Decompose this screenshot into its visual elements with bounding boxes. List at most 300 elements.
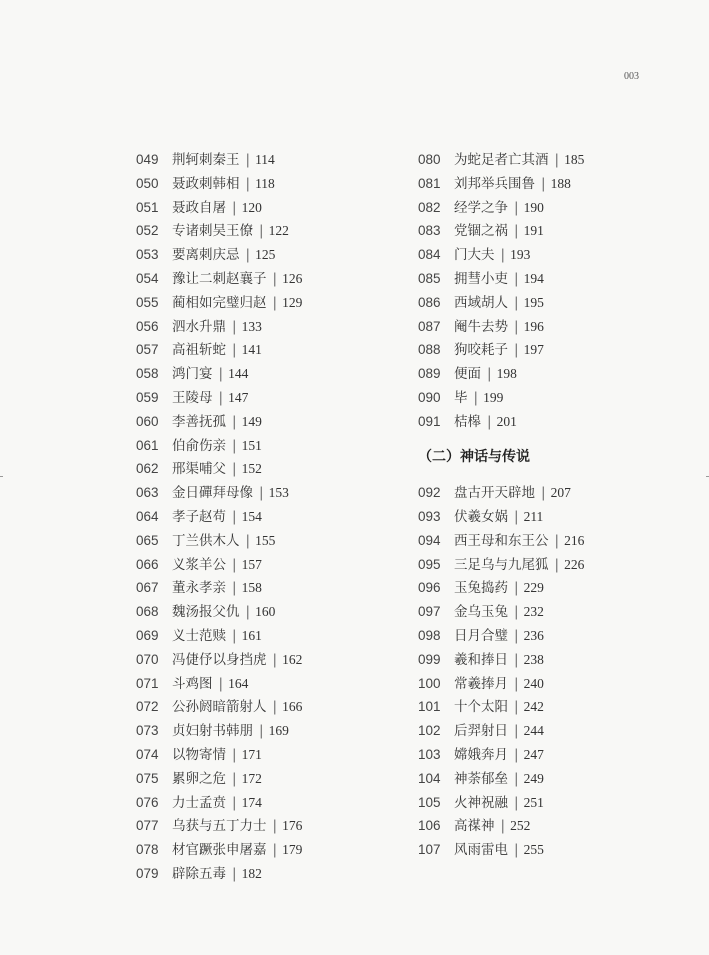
entry-title: 乌获与五丁力士 — [172, 818, 267, 835]
entry-number: 082 — [418, 199, 441, 215]
entry-page: 201 — [496, 413, 517, 429]
entry-page: 133 — [241, 318, 262, 334]
toc-entry[interactable] — [418, 386, 584, 410]
entry-number: 061 — [136, 437, 159, 453]
entry-separator: | — [514, 794, 519, 811]
toc-entry[interactable] — [136, 529, 302, 553]
entry-separator: | — [272, 270, 278, 287]
entry-page: 190 — [523, 199, 544, 215]
entry-number: 083 — [418, 223, 441, 239]
entry-separator: | — [245, 175, 251, 192]
entry-number: 101 — [418, 699, 441, 715]
entry-page: 147 — [228, 389, 249, 405]
entry-title: 豫让二刺赵襄子 — [172, 270, 267, 287]
entry-page: 166 — [282, 699, 303, 715]
entry-separator: | — [554, 532, 560, 549]
entry-separator: | — [514, 842, 519, 859]
entry-page: 164 — [228, 675, 249, 691]
entry-page: 169 — [268, 723, 289, 739]
entry-page: 252 — [510, 818, 531, 834]
entry-title: 斗鸡图 — [172, 675, 213, 692]
toc-entry[interactable] — [136, 148, 302, 172]
entry-number: 090 — [418, 389, 441, 405]
entry-separator: | — [232, 342, 237, 359]
entry-page: 149 — [241, 413, 262, 429]
toc-entry[interactable] — [136, 553, 302, 577]
entry-separator: | — [473, 389, 479, 406]
entry-page: 182 — [241, 865, 262, 881]
entry-separator: | — [232, 770, 237, 787]
entry-number: 072 — [136, 699, 159, 715]
toc-entry[interactable] — [136, 219, 302, 243]
entry-number: 107 — [418, 842, 441, 858]
toc-entry[interactable] — [136, 695, 302, 719]
entry-page: 129 — [282, 294, 303, 310]
entry-page: 197 — [523, 342, 544, 358]
entry-page: 141 — [241, 342, 262, 358]
entry-number: 084 — [418, 247, 441, 263]
entry-title: 力士孟贲 — [172, 794, 226, 811]
entry-number: 054 — [136, 270, 159, 286]
entry-number: 104 — [418, 770, 441, 786]
entry-number: 088 — [418, 342, 441, 358]
entry-page: 157 — [241, 556, 262, 572]
entry-number: 069 — [136, 627, 159, 643]
entry-number: 065 — [136, 532, 159, 548]
entry-title: 高祖斩蛇 — [172, 342, 226, 359]
entry-separator: | — [245, 532, 251, 549]
toc-entry[interactable] — [136, 338, 302, 362]
entry-number: 071 — [136, 675, 159, 691]
toc-entry[interactable] — [136, 315, 302, 339]
toc-entry[interactable] — [418, 219, 584, 243]
toc-entry[interactable] — [418, 196, 584, 220]
entry-number: 057 — [136, 342, 159, 358]
margin-mark-left — [0, 476, 3, 477]
toc-entry[interactable] — [418, 553, 584, 577]
toc-entry[interactable] — [136, 410, 302, 434]
toc-entry[interactable] — [136, 386, 302, 410]
toc-entry[interactable] — [418, 362, 584, 386]
toc-entry[interactable] — [418, 315, 584, 339]
entry-page: 171 — [241, 746, 262, 762]
toc-entry[interactable] — [418, 600, 584, 624]
entry-title: 桔槔 — [454, 413, 481, 430]
entry-page: 120 — [241, 199, 262, 215]
toc-entry[interactable] — [136, 719, 302, 743]
entry-page: 188 — [550, 175, 571, 191]
entry-page: 244 — [523, 723, 544, 739]
entry-page: 126 — [282, 270, 303, 286]
toc-right-top-list — [418, 148, 584, 434]
entry-title: 高禖神 — [454, 818, 495, 835]
entry-separator: | — [245, 152, 251, 168]
entry-number: 102 — [418, 723, 441, 739]
entry-title: 邢渠哺父 — [172, 461, 226, 478]
section-heading: （二）神话与传说 — [418, 448, 530, 465]
entry-number: 093 — [418, 508, 441, 524]
entry-page: 160 — [255, 604, 276, 620]
entry-separator: | — [218, 389, 224, 406]
entry-number: 053 — [136, 247, 159, 263]
entry-number: 075 — [136, 770, 159, 786]
entry-title: 聂政刺韩相 — [172, 175, 240, 192]
entry-separator: | — [514, 770, 519, 787]
entry-separator: | — [232, 794, 237, 811]
entry-separator: | — [232, 437, 237, 454]
entry-number: 103 — [418, 746, 441, 762]
entry-number: 076 — [136, 794, 159, 810]
entry-page: 158 — [241, 580, 262, 596]
entry-separator: | — [245, 247, 251, 264]
entry-page: 249 — [523, 770, 544, 786]
entry-title: 西域胡人 — [454, 294, 508, 311]
entry-separator: | — [514, 318, 519, 335]
entry-page: 196 — [523, 318, 544, 334]
entry-title: 羲和捧日 — [454, 651, 508, 668]
toc-entry[interactable] — [418, 838, 584, 862]
toc-entry[interactable] — [136, 243, 302, 267]
entry-page: 247 — [523, 746, 544, 762]
entry-page: 153 — [268, 485, 289, 501]
toc-entry[interactable] — [418, 243, 584, 267]
entry-separator: | — [514, 223, 519, 240]
entry-page: 199 — [483, 389, 504, 405]
entry-number: 091 — [418, 413, 441, 429]
entry-title: 盘古开天辟地 — [454, 485, 535, 502]
entry-title: 董永孝亲 — [172, 580, 226, 597]
entry-number: 096 — [418, 580, 441, 596]
entry-number: 085 — [418, 270, 441, 286]
toc-entry[interactable] — [418, 695, 584, 719]
entry-page: 207 — [550, 485, 571, 501]
entry-page: 195 — [523, 294, 544, 310]
entry-page: 144 — [228, 366, 249, 382]
entry-title: 门大夫 — [454, 247, 495, 264]
entry-separator: | — [232, 413, 237, 430]
entry-page: 238 — [523, 651, 544, 667]
entry-number: 094 — [418, 532, 441, 548]
toc-entry[interactable] — [418, 481, 584, 505]
toc-entry[interactable] — [418, 743, 584, 767]
toc-entry[interactable] — [136, 481, 302, 505]
entry-separator: | — [514, 675, 519, 692]
toc-entry[interactable] — [136, 457, 302, 481]
entry-title: 火神祝融 — [454, 794, 508, 811]
entry-separator: | — [232, 865, 237, 882]
toc-entry[interactable] — [418, 576, 584, 600]
toc-entry[interactable] — [418, 410, 584, 434]
toc-entry[interactable] — [418, 148, 584, 172]
entry-number: 068 — [136, 604, 159, 620]
toc-right-bottom-list — [418, 481, 584, 862]
entry-separator: | — [541, 485, 546, 502]
entry-title: 辟除五毒 — [172, 865, 226, 882]
entry-title: 十个太阳 — [454, 699, 508, 716]
entry-page: 236 — [523, 627, 544, 643]
entry-separator: | — [232, 746, 237, 763]
toc-entry[interactable] — [136, 505, 302, 529]
entry-title: 日月合璧 — [454, 627, 508, 644]
entry-number: 064 — [136, 508, 159, 524]
entry-separator: | — [232, 199, 237, 216]
entry-number: 056 — [136, 318, 159, 334]
entry-separator: | — [487, 366, 492, 383]
entry-title: 泗水升鼎 — [172, 318, 226, 335]
toc-entry[interactable] — [418, 338, 584, 362]
toc-entry[interactable] — [136, 196, 302, 220]
entry-page: 216 — [564, 532, 585, 548]
toc-entry[interactable] — [418, 814, 584, 838]
entry-number: 087 — [418, 318, 441, 334]
entry-number: 066 — [136, 556, 159, 572]
entry-number: 077 — [136, 818, 159, 834]
toc-entry[interactable] — [418, 172, 584, 196]
entry-page: 179 — [282, 842, 303, 858]
entry-separator: | — [272, 294, 278, 311]
entry-separator: | — [514, 723, 519, 740]
entry-page: 194 — [523, 270, 544, 286]
entry-page: 152 — [241, 461, 262, 477]
entry-title: 常羲捧月 — [454, 675, 508, 692]
entry-number: 081 — [418, 175, 441, 191]
entry-separator: | — [218, 675, 224, 692]
entry-title: 为蛇足者亡其酒 — [454, 152, 549, 168]
entry-title: 孝子赵苟 — [172, 508, 226, 525]
entry-title: 后羿射日 — [454, 723, 508, 740]
entry-separator: | — [259, 723, 264, 740]
entry-number: 052 — [136, 223, 159, 239]
entry-separator: | — [232, 556, 237, 573]
entry-separator: | — [514, 294, 519, 311]
entry-number: 095 — [418, 556, 441, 572]
entry-page: 176 — [282, 818, 303, 834]
toc-entry[interactable] — [136, 791, 302, 815]
entry-page: 151 — [241, 437, 262, 453]
entry-title: 魏汤报父仇 — [172, 604, 240, 621]
entry-page: 191 — [523, 223, 544, 239]
entry-page: 229 — [523, 580, 544, 596]
entry-title: 聂政自屠 — [172, 199, 226, 216]
entry-title: 材官蹶张申屠嘉 — [172, 842, 267, 859]
entry-number: 105 — [418, 794, 441, 810]
entry-page: 193 — [510, 247, 531, 263]
entry-separator: | — [232, 580, 237, 597]
entry-title: 嫦娥奔月 — [454, 746, 508, 763]
entry-number: 059 — [136, 389, 159, 405]
entry-number: 049 — [136, 152, 159, 167]
toc-entry[interactable] — [136, 648, 302, 672]
toc-entry[interactable] — [418, 791, 584, 815]
entry-title: 便面 — [454, 366, 481, 383]
toc-entry[interactable] — [418, 624, 584, 648]
entry-title: 伏羲女娲 — [454, 508, 508, 525]
toc-entry[interactable] — [136, 267, 302, 291]
toc-entry[interactable] — [418, 529, 584, 553]
entry-page: 172 — [241, 770, 262, 786]
entry-separator: | — [554, 152, 560, 168]
entry-page: 255 — [523, 842, 544, 858]
entry-number: 079 — [136, 865, 159, 881]
toc-entry[interactable] — [418, 267, 584, 291]
entry-title: 玉兔捣药 — [454, 580, 508, 597]
entry-separator: | — [514, 199, 519, 216]
entry-page: 185 — [564, 152, 585, 167]
entry-separator: | — [554, 556, 560, 573]
entry-title: 累卵之危 — [172, 770, 226, 787]
toc-entry[interactable] — [418, 505, 584, 529]
entry-separator: | — [514, 746, 519, 763]
entry-page: 232 — [523, 604, 544, 620]
entry-number: 100 — [418, 675, 441, 691]
entry-title: 王陵母 — [172, 389, 213, 406]
entry-title: 风雨雷电 — [454, 842, 508, 859]
entry-separator: | — [500, 818, 506, 835]
entry-title: 金乌玉兔 — [454, 604, 508, 621]
entry-number: 078 — [136, 842, 159, 858]
entry-number: 062 — [136, 461, 159, 477]
entry-separator: | — [259, 485, 264, 502]
entry-title: 伯俞伤亲 — [172, 437, 226, 454]
entry-title: 贞妇射书韩朋 — [172, 723, 253, 740]
entry-number: 058 — [136, 366, 159, 382]
entry-title: 蔺相如完璧归赵 — [172, 294, 267, 311]
entry-page: 251 — [523, 794, 544, 810]
entry-separator: | — [232, 627, 237, 644]
entry-title: 要离刺庆忌 — [172, 247, 240, 264]
entry-separator: | — [514, 604, 519, 621]
entry-title: 狗咬耗子 — [454, 342, 508, 359]
entry-separator: | — [272, 699, 278, 716]
toc-entry[interactable] — [136, 743, 302, 767]
entry-page: 211 — [523, 508, 544, 524]
toc-entry[interactable] — [136, 838, 302, 862]
toc-left-column — [136, 148, 302, 886]
entry-number: 051 — [136, 199, 159, 215]
toc-entry[interactable] — [136, 862, 302, 886]
toc-entry[interactable] — [418, 648, 584, 672]
entry-title: 神荼郁垒 — [454, 770, 508, 787]
entry-separator: | — [500, 247, 506, 264]
entry-separator: | — [272, 651, 278, 668]
toc-entry[interactable] — [136, 600, 302, 624]
entry-page: 155 — [255, 532, 276, 548]
entry-title: 荆轲刺秦王 — [172, 152, 240, 168]
entry-title: 拥彗小吏 — [454, 270, 508, 287]
entry-title: 阉牛去势 — [454, 318, 508, 335]
toc-entry[interactable] — [136, 362, 302, 386]
entry-separator: | — [245, 604, 251, 621]
entry-separator: | — [272, 842, 278, 859]
toc-entry[interactable] — [418, 672, 584, 696]
entry-title: 党锢之祸 — [454, 223, 508, 240]
entry-number: 106 — [418, 818, 441, 834]
entry-number: 092 — [418, 485, 441, 501]
entry-separator: | — [541, 175, 546, 192]
toc-entry[interactable] — [136, 814, 302, 838]
entry-title: 三足乌与九尾狐 — [454, 556, 549, 573]
entry-page: 125 — [255, 247, 276, 263]
entry-number: 070 — [136, 651, 159, 667]
entry-number: 050 — [136, 175, 159, 191]
entry-separator: | — [218, 366, 224, 383]
toc-entry[interactable] — [418, 291, 584, 315]
toc-entry[interactable] — [136, 624, 302, 648]
entry-separator: | — [514, 580, 519, 597]
entry-separator: | — [487, 413, 492, 430]
toc-entry[interactable] — [418, 719, 584, 743]
entry-separator: | — [514, 627, 519, 644]
entry-page: 154 — [241, 508, 262, 524]
entry-page: 226 — [564, 556, 585, 572]
entry-separator: | — [232, 508, 237, 525]
entry-separator: | — [259, 223, 264, 240]
entry-number: 067 — [136, 580, 159, 596]
entry-page: 242 — [523, 699, 544, 715]
toc-right-column — [418, 148, 584, 862]
entry-title: 金日磾拜母像 — [172, 485, 253, 502]
entry-separator: | — [232, 318, 237, 335]
entry-separator: | — [514, 699, 519, 716]
entry-title: 义士范赎 — [172, 627, 226, 644]
toc-entry[interactable] — [136, 434, 302, 458]
entry-number: 086 — [418, 294, 441, 310]
entry-page: 240 — [523, 675, 544, 691]
toc-entry[interactable] — [136, 767, 302, 791]
entry-title: 专诸刺吴王僚 — [172, 223, 253, 240]
entry-title: 西王母和东王公 — [454, 532, 549, 549]
entry-number: 097 — [418, 604, 441, 620]
entry-title: 经学之争 — [454, 199, 508, 216]
entry-number: 060 — [136, 413, 159, 429]
entry-separator: | — [514, 270, 519, 287]
entry-title: 鸿门宴 — [172, 366, 213, 383]
entry-page: 118 — [255, 175, 275, 191]
entry-title: 义浆羊公 — [172, 556, 226, 573]
entry-title: 冯倢伃以身挡虎 — [172, 651, 267, 668]
entry-page: 174 — [241, 794, 262, 810]
entry-title: 李善抚孤 — [172, 413, 226, 430]
toc-entry[interactable] — [418, 767, 584, 791]
toc-entry[interactable] — [136, 672, 302, 696]
entry-title: 公孙阏暗箭射人 — [172, 699, 267, 716]
entry-number: 063 — [136, 485, 159, 501]
entry-page: 114 — [255, 152, 275, 167]
entry-page: 161 — [241, 627, 262, 643]
entry-separator: | — [514, 342, 519, 359]
entry-number: 074 — [136, 746, 159, 762]
entry-number: 073 — [136, 723, 159, 739]
entry-title: 丁兰供木人 — [172, 532, 240, 549]
entry-title: 刘邦举兵围鲁 — [454, 175, 535, 192]
entry-number: 080 — [418, 152, 441, 167]
entry-separator: | — [232, 461, 237, 478]
entry-number: 089 — [418, 366, 441, 382]
toc-entry[interactable] — [136, 291, 302, 315]
entry-title: 以物寄情 — [172, 746, 226, 763]
entry-page: 198 — [496, 366, 517, 382]
entry-separator: | — [514, 651, 519, 668]
toc-entry[interactable] — [136, 172, 302, 196]
entry-number: 055 — [136, 294, 159, 310]
entry-separator: | — [272, 818, 278, 835]
entry-number: 098 — [418, 627, 441, 643]
entry-title: 毕 — [454, 389, 468, 406]
entry-page: 162 — [282, 651, 303, 667]
entry-number: 099 — [418, 651, 441, 667]
toc-entry[interactable] — [136, 576, 302, 600]
page-number: 003 — [624, 71, 639, 82]
